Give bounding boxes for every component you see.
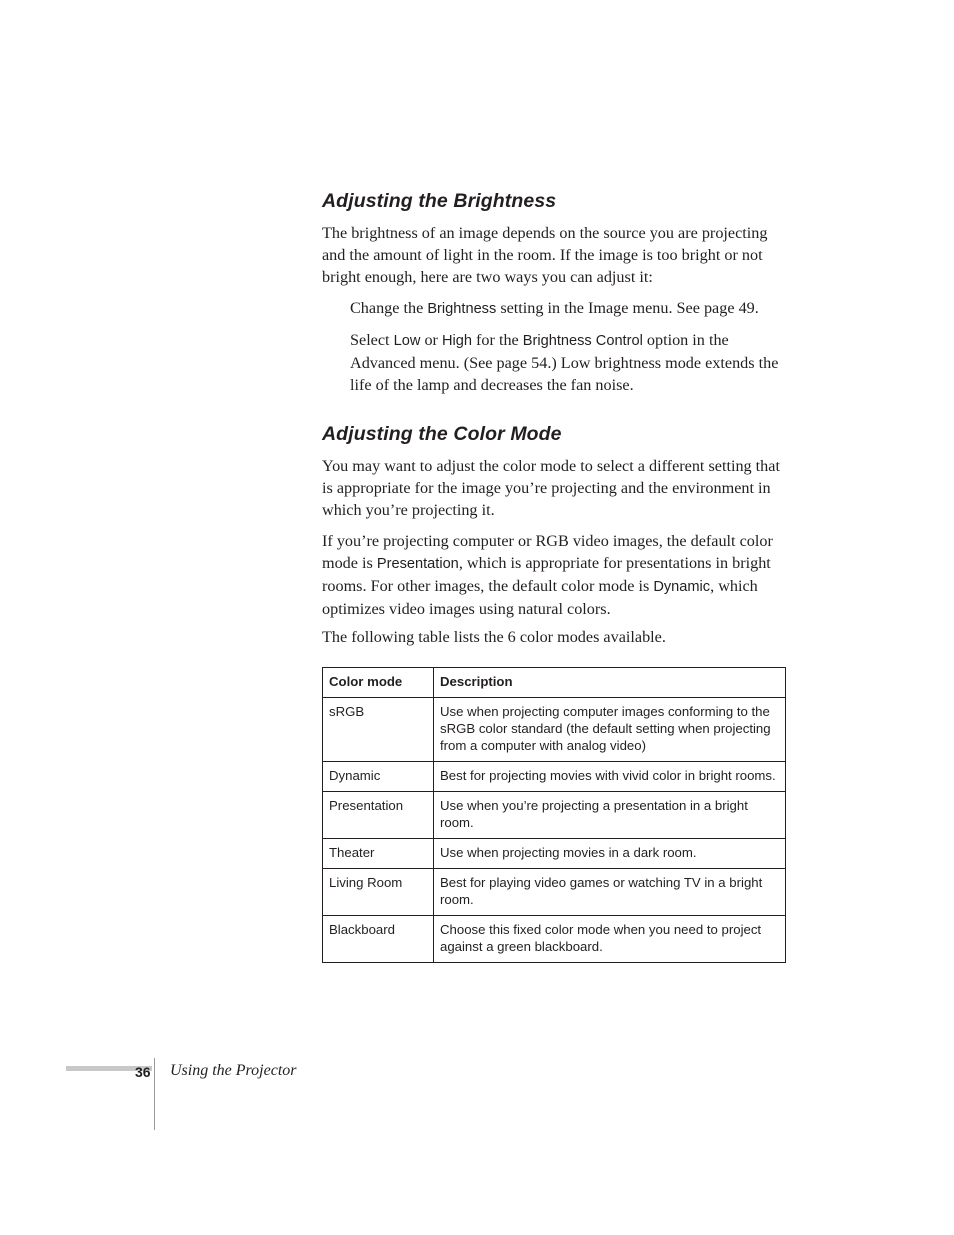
table-row — [323, 869, 786, 916]
color-mode-cell: Dynamic — [323, 762, 434, 792]
text: , which optimizes video images using natural colors. — [322, 577, 758, 618]
description-cell: Use when projecting movies in a dark room. — [434, 839, 786, 869]
color-mode-cell: Presentation — [323, 792, 434, 839]
description-cell: Use when you’re projecting a presentation in a bright room. — [434, 792, 786, 839]
running-title: Using the Projector — [170, 1062, 297, 1079]
color-mode-cell: Theater — [323, 839, 434, 869]
footer-divider — [154, 1058, 155, 1130]
brightness-intro: The brightness of an image depends on the source you are projecting and the amount of light in the room. If the image is too bright or not bright enough, here are two ways you can adjust it: — [322, 224, 768, 286]
column-header: Color mode — [323, 668, 434, 698]
description-cell: Best for playing video games or watching TV in a bright room. — [434, 869, 786, 916]
table-lead-in: The following table lists the 6 color modes available. — [322, 628, 666, 646]
table-row — [323, 762, 786, 792]
ui-term-low: Low — [393, 333, 421, 349]
table-row — [323, 839, 786, 869]
text: for the — [471, 331, 523, 349]
ui-term-brightness: Brightness — [427, 301, 497, 317]
description-cell: Best for projecting movies with vivid color in bright rooms. — [434, 762, 786, 792]
column-header: Description — [434, 668, 786, 698]
text: Select — [350, 331, 394, 349]
ui-term-high: High — [441, 333, 472, 349]
text: or — [420, 331, 442, 349]
table-row — [323, 916, 786, 963]
ui-term-brightness-control: Brightness Control — [522, 333, 643, 349]
description-cell: Use when projecting computer images conforming to the sRGB color standard (the default setting when projecting from a computer with analog video) — [434, 698, 786, 762]
color-mode-cell: Living Room — [323, 869, 434, 916]
color-mode-table — [322, 667, 786, 963]
color-mode-intro: You may want to adjust the color mode to select a different setting that is appropriate for the image you’re projecting and the environment in which you’re projecting it. — [322, 457, 780, 519]
text: , which is appropriate for presentations in bright rooms. For other images, the default color mode is — [322, 554, 771, 595]
color-mode-cell: Blackboard — [323, 916, 434, 963]
table-header-row — [323, 668, 786, 698]
ui-term-dynamic: Dynamic — [653, 579, 711, 595]
ui-term-presentation: Presentation — [376, 556, 459, 572]
description-cell: Choose this fixed color mode when you need to project against a green blackboard. — [434, 916, 786, 963]
section-heading-color-mode: Adjusting the Color Mode — [322, 423, 562, 445]
brightness-option-2 — [350, 329, 790, 396]
text: Change the — [350, 299, 428, 317]
brightness-option-1 — [350, 297, 790, 320]
color-mode-cell: sRGB — [323, 698, 434, 762]
text: option in the Advanced menu. (See page 54.) Low brightness mode extends the life of the lamp and decreases the fan noise. — [350, 331, 779, 394]
text: If you’re projecting computer or RGB video images, the default color mode is — [322, 532, 773, 572]
table-row — [323, 698, 786, 762]
table-row — [323, 792, 786, 839]
section-heading-brightness: Adjusting the Brightness — [322, 190, 557, 212]
color-mode-defaults — [322, 530, 787, 620]
text: setting in the Image menu. See page 49. — [496, 299, 759, 317]
page-number: 36 — [135, 1064, 151, 1080]
